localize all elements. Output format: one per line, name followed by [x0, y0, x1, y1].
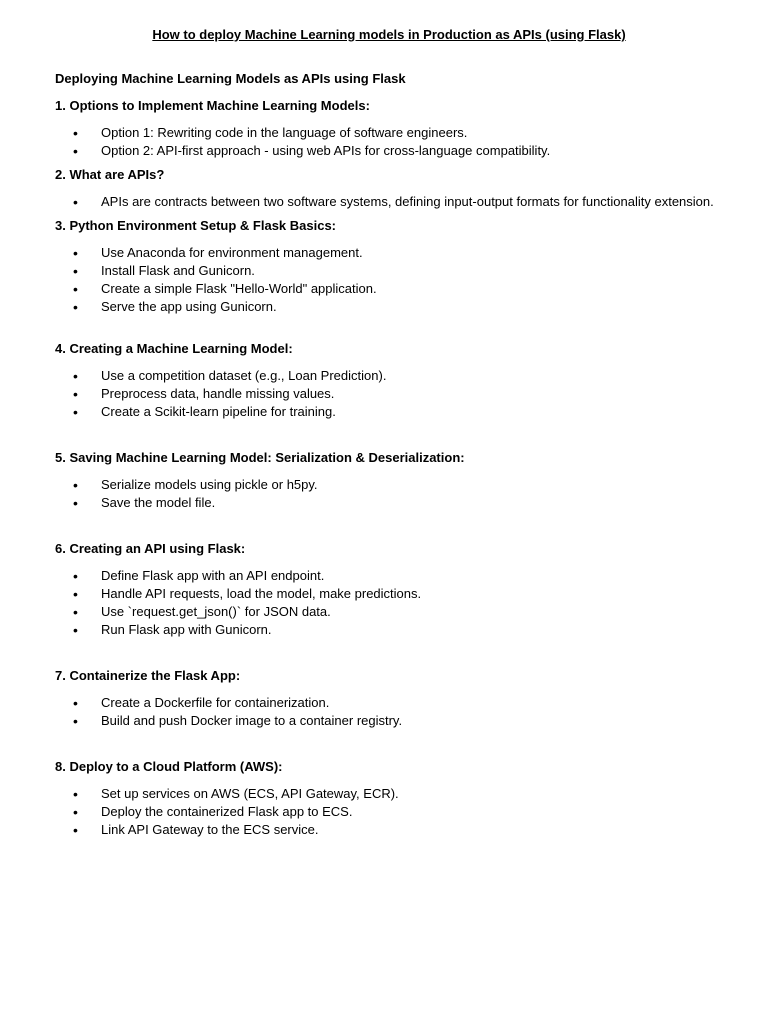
list-item-text: Define Flask app with an API endpoint. [101, 568, 325, 583]
list-item-text: Use Anaconda for environment management. [101, 245, 363, 260]
list-item [55, 603, 715, 621]
bullet-icon: • [73, 604, 78, 620]
section-serialization [55, 449, 715, 512]
list-item [55, 124, 715, 142]
list-item-text: Create a Dockerfile for containerization. [101, 695, 330, 710]
list-item [55, 262, 715, 280]
bullet-list [55, 367, 715, 421]
bullet-icon: • [73, 194, 78, 210]
section-heading: 3. Python Environment Setup & Flask Basics: [55, 218, 337, 233]
list-item [55, 280, 715, 298]
section-flask-api [55, 540, 715, 639]
list-item-text: Deploy the containerized Flask app to ECS. [101, 804, 353, 819]
bullet-list [55, 244, 715, 316]
list-item [55, 142, 715, 160]
bullet-icon: • [73, 299, 78, 315]
list-item-text: Set up services on AWS (ECS, API Gateway, ECR). [101, 786, 399, 801]
section-heading: 4. Creating a Machine Learning Model: [55, 341, 293, 356]
bullet-icon: • [73, 386, 78, 402]
list-item [55, 494, 715, 512]
list-item [55, 621, 715, 639]
section-apis [55, 166, 715, 211]
list-item-text: Install Flask and Gunicorn. [101, 263, 255, 278]
list-item-text: Create a simple Flask "Hello-World" application. [101, 281, 377, 296]
document-title: How to deploy Machine Learning models in Production as APIs (using Flask) [152, 27, 626, 42]
bullet-icon: • [73, 143, 78, 159]
list-item [55, 712, 715, 730]
bullet-list [55, 694, 715, 730]
bullet-icon: • [73, 495, 78, 511]
document-subtitle: Deploying Machine Learning Models as APIs using Flask [55, 71, 406, 86]
list-item-text: Run Flask app with Gunicorn. [101, 622, 272, 637]
list-item-text: Handle API requests, load the model, make predictions. [101, 586, 422, 601]
section-heading: 1. Options to Implement Machine Learning Models: [55, 98, 370, 113]
bullet-list [55, 193, 715, 211]
list-item-text: Option 2: API-first approach - using web APIs for cross-language compatibility. [101, 143, 551, 158]
section-heading: 2. What are APIs? [55, 167, 165, 182]
list-item-text: Create a Scikit-learn pipeline for training. [101, 404, 336, 419]
list-item [55, 785, 715, 803]
list-item [55, 694, 715, 712]
bullet-icon: • [73, 281, 78, 297]
list-item-text: Preprocess data, handle missing values. [101, 386, 335, 401]
bullet-icon: • [73, 822, 78, 838]
list-item-text: Use `request.get_json()` for JSON data. [101, 604, 331, 619]
list-item-text: Save the model file. [101, 495, 216, 510]
list-item-text: Build and push Docker image to a container registry. [101, 713, 403, 728]
bullet-list [55, 476, 715, 512]
list-item-text: Serialize models using pickle or h5py. [101, 477, 318, 492]
list-item [55, 567, 715, 585]
section-heading: 8. Deploy to a Cloud Platform (AWS): [55, 759, 283, 774]
bullet-list [55, 785, 715, 839]
bullet-icon: • [73, 368, 78, 384]
list-item [55, 244, 715, 262]
list-item-text: APIs are contracts between two software systems, defining input-output formats for functionality extension. [101, 194, 714, 209]
section-options [55, 97, 715, 160]
bullet-icon: • [73, 263, 78, 279]
list-item [55, 298, 715, 316]
list-item [55, 803, 715, 821]
list-item [55, 403, 715, 421]
list-item-text: Use a competition dataset (e.g., Loan Prediction). [101, 368, 387, 383]
bullet-icon: • [73, 786, 78, 802]
bullet-list [55, 567, 715, 639]
bullet-icon: • [73, 622, 78, 638]
bullet-icon: • [73, 245, 78, 261]
section-environment [55, 217, 715, 316]
list-item [55, 367, 715, 385]
bullet-icon: • [73, 477, 78, 493]
section-heading: 5. Saving Machine Learning Model: Serialization & Deserialization: [55, 450, 465, 465]
list-item [55, 821, 715, 839]
bullet-list [55, 124, 715, 160]
section-ml-model [55, 340, 715, 421]
list-item-text: Link API Gateway to the ECS service. [101, 822, 319, 837]
list-item-text: Serve the app using Gunicorn. [101, 299, 277, 314]
list-item [55, 385, 715, 403]
list-item [55, 476, 715, 494]
bullet-icon: • [73, 586, 78, 602]
bullet-icon: • [73, 713, 78, 729]
bullet-icon: • [73, 404, 78, 420]
bullet-icon: • [73, 568, 78, 584]
bullet-icon: • [73, 695, 78, 711]
bullet-icon: • [73, 125, 78, 141]
bullet-icon: • [73, 804, 78, 820]
section-deploy-aws [55, 758, 715, 839]
list-item [55, 193, 715, 211]
list-item [55, 585, 715, 603]
section-heading: 7. Containerize the Flask App: [55, 668, 241, 683]
list-item-text: Option 1: Rewriting code in the language of software engineers. [101, 125, 468, 140]
section-heading: 6. Creating an API using Flask: [55, 541, 246, 556]
document-body [55, 70, 715, 839]
section-containerize [55, 667, 715, 730]
